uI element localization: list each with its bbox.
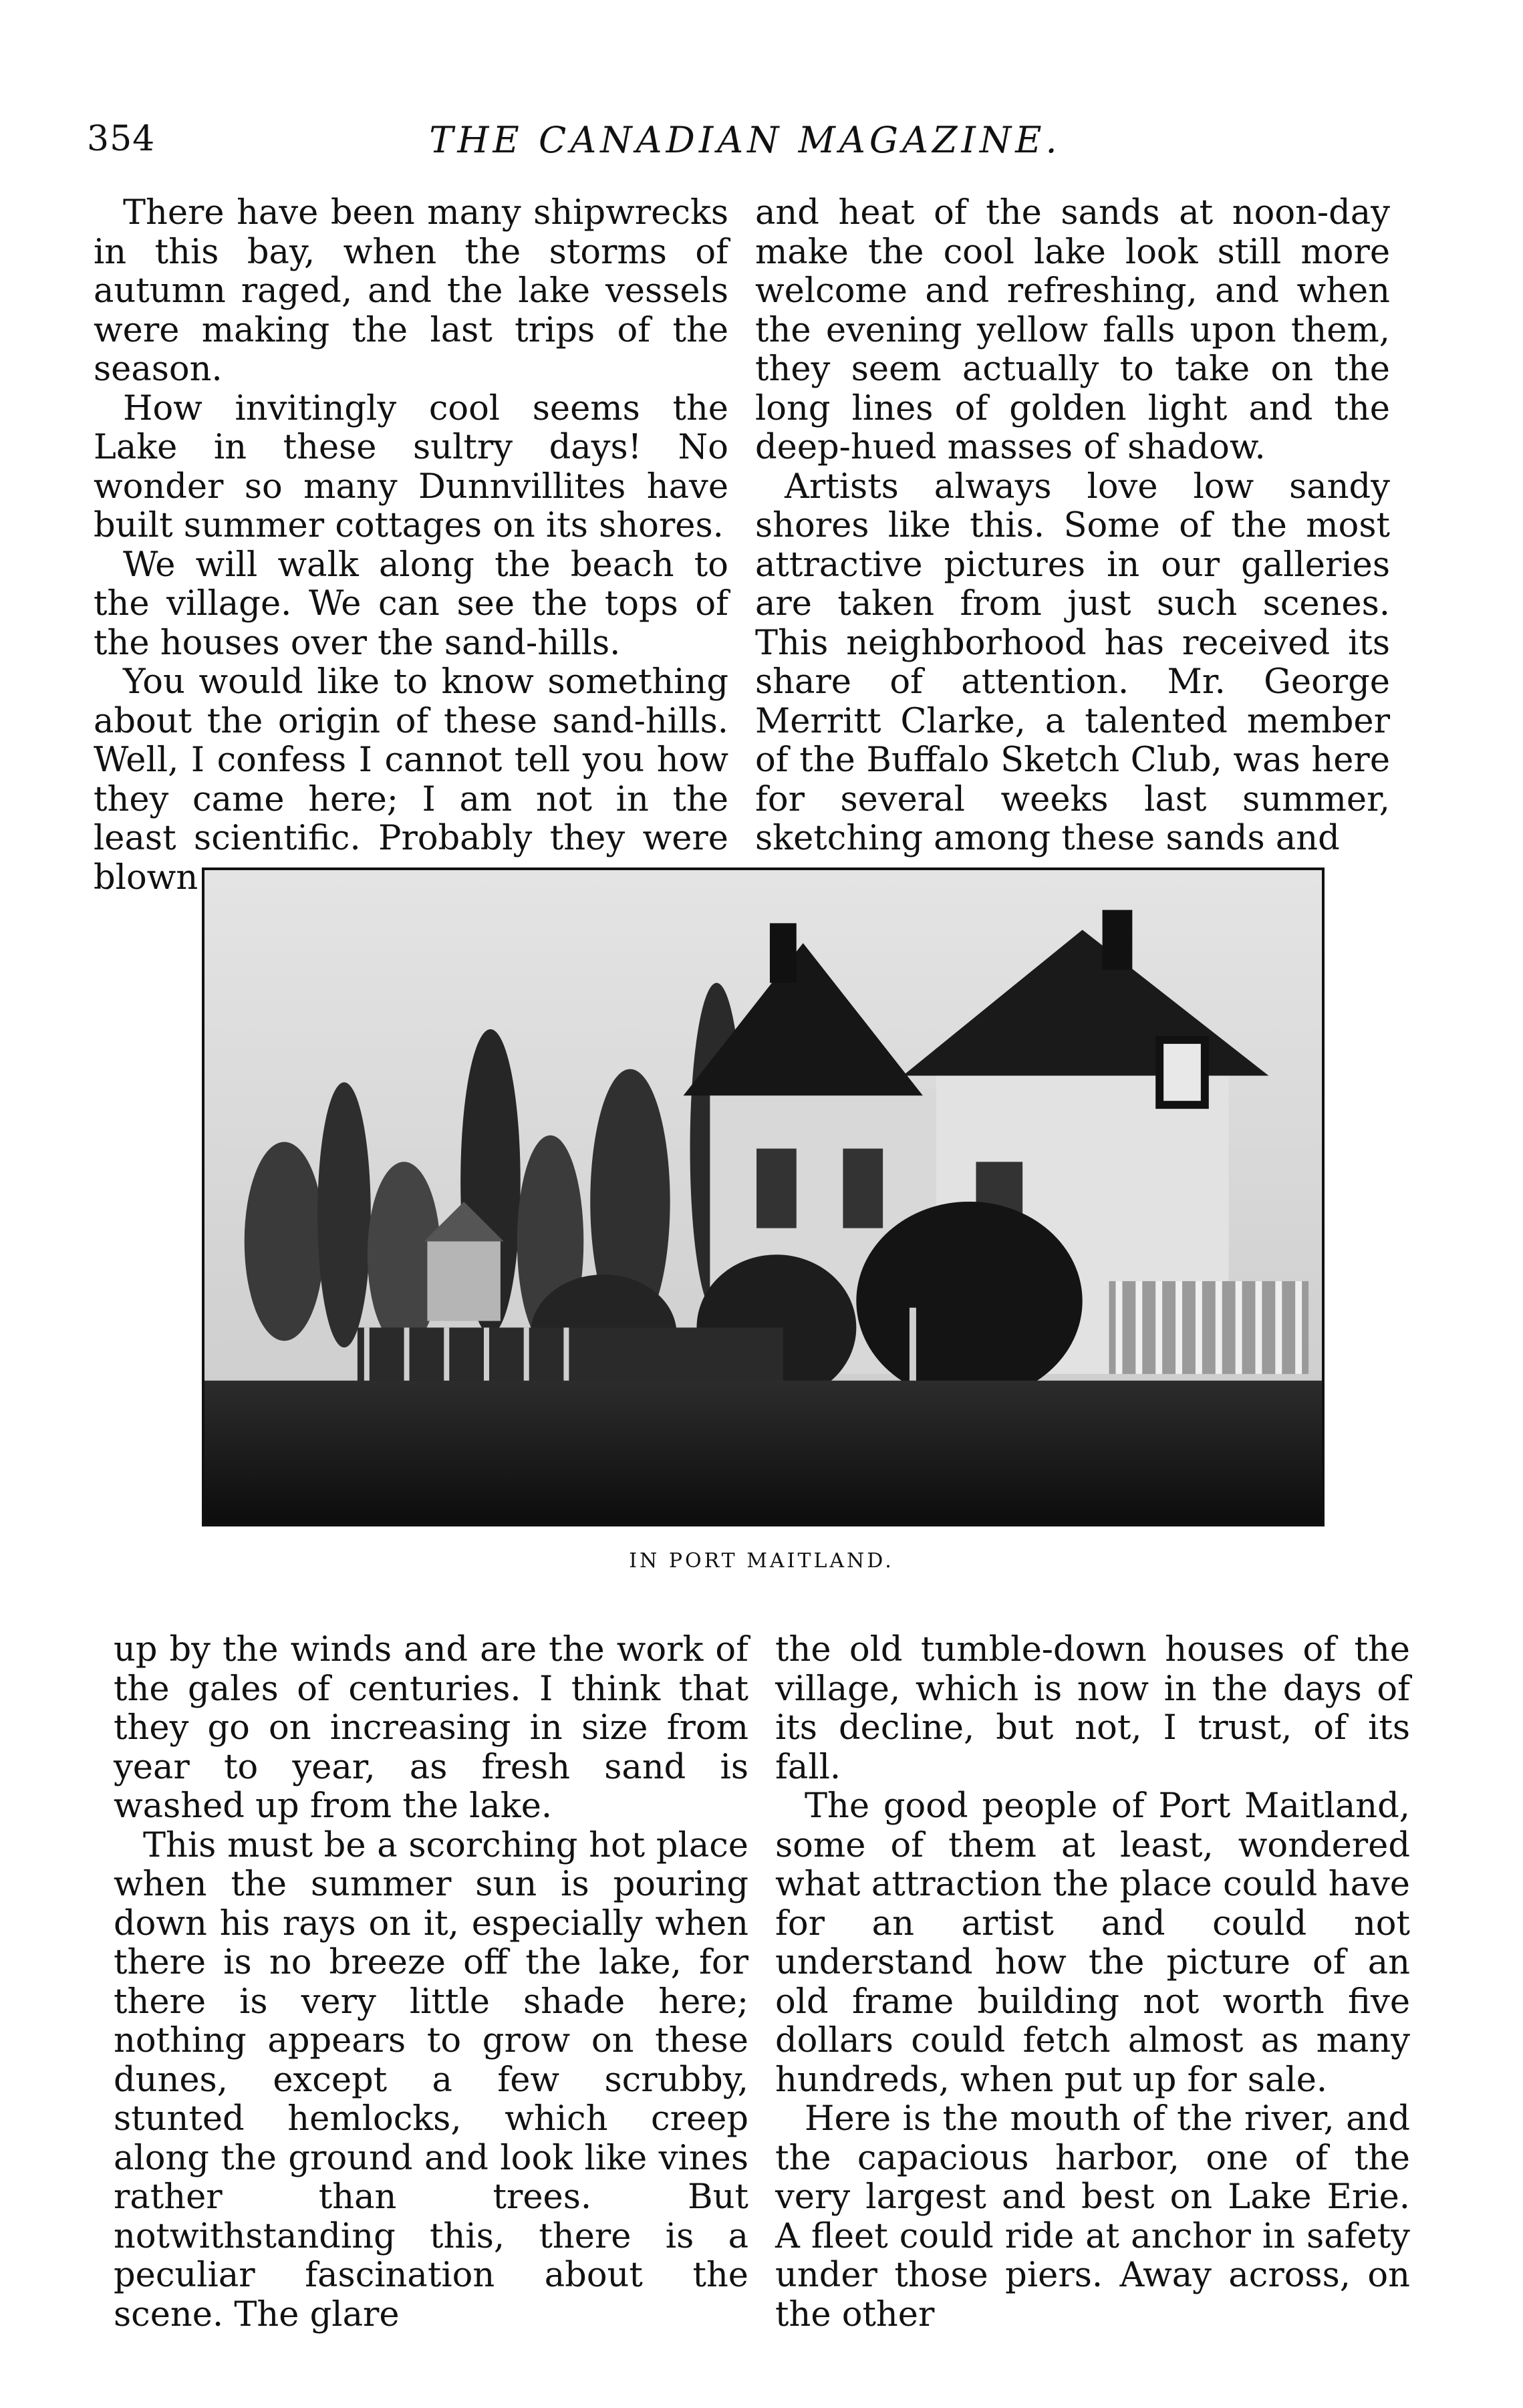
- paragraph: the old tumble-down houses of the village, which is now in the days of its decline, but not, I trust, of its fall.: [775, 1630, 1410, 1787]
- bottom-text-columns: [114, 1631, 1410, 2373]
- running-title: THE CANADIAN MAGAZINE.: [429, 119, 1061, 161]
- page-number: 354: [87, 119, 156, 159]
- paragraph: This must be a scorching hot place when the summer sun is pouring down his rays on it, especially when there is no breeze off the lake, for there is very little shade here; nothing appears to grow on these dunes, except a few scrubby, stunted hemlocks, which creep along the ground and look like vines rather than trees. But notwithstanding this, there is a peculiar fascination about the scene. The glare: [114, 1825, 748, 2334]
- paragraph: Here is the mouth of the river, and the capacious harbor, one of the very largest and best on Lake Erie. A fleet could ride at anchor in safety under those piers. Away across, on the other: [775, 2099, 1410, 2334]
- paragraph: We will walk along the beach to the village. We can see the tops of the houses over the sand-hills.: [94, 545, 728, 663]
- top-text-columns: [94, 193, 1390, 898]
- paragraph: The good people of Port Maitland, some of them at least, wondered what attraction the place could have for an artist and could not understand how the picture of an old frame building not worth five dollars could fetch almost as many hundreds, when put up for sale.: [775, 1786, 1410, 2100]
- paragraph: up by the winds and are the work of the gales of centuries. I think that they go on increasing in size from year to year, as fresh sand is washed up from the lake.: [114, 1630, 748, 1826]
- figure-caption: IN PORT MAITLAND.: [629, 1549, 894, 1573]
- bottom-left-column: [114, 1631, 748, 2373]
- house-photo-illustration: [204, 870, 1322, 1524]
- photograph-port-maitland: [202, 867, 1325, 1526]
- bottom-right-column: [775, 1631, 1410, 2373]
- paragraph: How invitingly cool seems the Lake in these sultry days! No wonder so many Dunnvillites have built summer cottages on its shores.: [94, 388, 728, 545]
- paragraph: and heat of the sands at noon-day make the cool lake look still more welcome and refreshing, and when the evening yellow falls upon them, they seem actually to take on the long lines of golden light and the deep-hued masses of shadow.: [755, 193, 1390, 467]
- top-right-column: [755, 193, 1390, 858]
- page-header: [87, 119, 1403, 172]
- top-left-column: [94, 193, 728, 898]
- paragraph: Artists always love low sandy shores like this. Some of the most attractive pictures in our galleries are taken from just such scenes. This neighborhood has received its share of attention. Mr. George Merritt Clarke, a talented member of the Buffalo Sketch Club, was here for several weeks last summer, sketching among these sands and: [755, 466, 1390, 858]
- paragraph: There have been many shipwrecks in this bay, when the storms of autumn raged, and the lake vessels were making the last trips of the season.: [94, 193, 728, 389]
- paragraph: You would like to know something about the origin of these sand-hills. Well, I confess I cannot tell you how they came here; I am not in the least scientific. Probably they were blown: [94, 662, 728, 898]
